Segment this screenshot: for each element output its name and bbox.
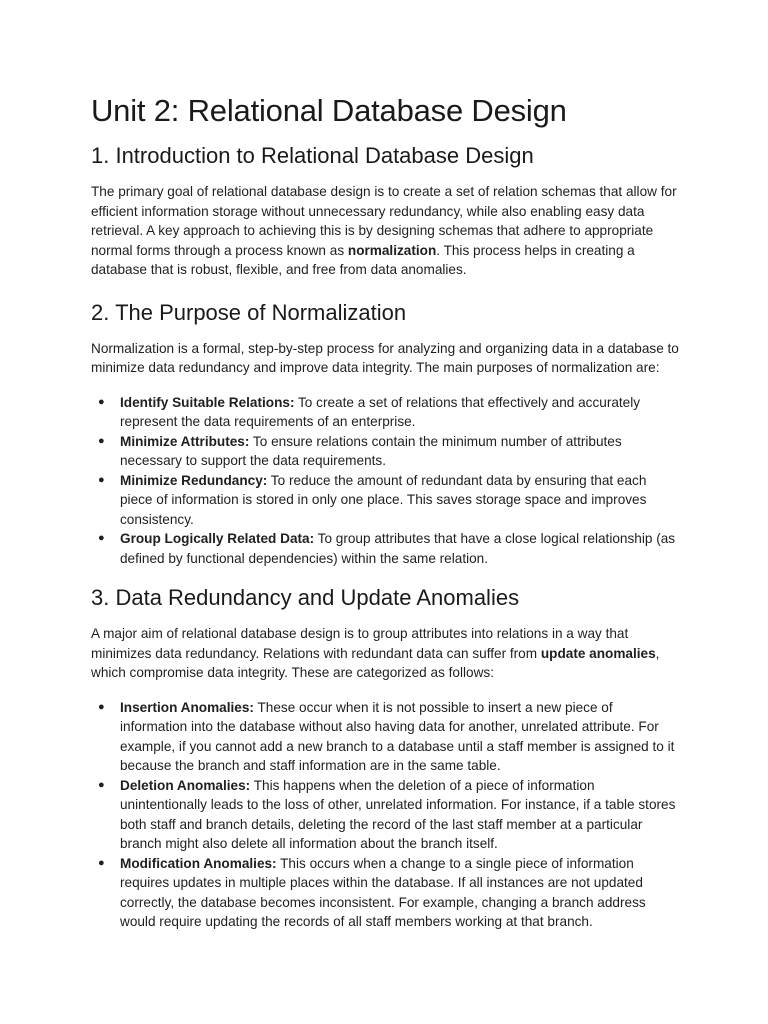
list-item: ● Minimize Redundancy: To reduce the amount of redundant data by ensuring that each piece of information is stored in only one place. This saves storage space and improves consistency. (98, 472, 647, 527)
list-item: ● Insertion Anomalies: These occur when it is not possible to insert a new piece of information into the database without also having data for another, unrelated attribute. For example, if you cannot add a new branch to a database until a staff member is assigned to it because the branch and staff information are in the same table. (98, 699, 675, 773)
update-anomalies-term: update anomalies (540, 645, 656, 661)
bullet-icon: ● (98, 473, 105, 486)
list-item: ● Identify Suitable Relations: To create a set of relations that effectively and accurately represent the data requirements of an enterprise. (98, 394, 641, 429)
section-1-paragraph: The primary goal of relational database design is to create a set of relation schemas that allow for efficient information storage without unnecessary redundancy, while also enabling easy data retrieval. A key approach to achieving this is by designing schemas that adhere to appropriate normal forms through a process known as normalization. This process helps in creating a database that is robust, flexible, and free from data anomalies. (91, 184, 677, 277)
list-item: ● Minimize Attributes: To ensure relations contain the minimum number of attributes necessary to support the data requirements. (98, 433, 622, 468)
bullet-icon: ● (98, 700, 105, 713)
bullet-icon: ● (98, 395, 105, 408)
bullet-icon: ● (98, 532, 105, 544)
bullet-icon: ● (98, 856, 105, 869)
section-2-heading: 2. The Purpose of Normalization (91, 299, 407, 325)
section-3-intro: A major aim of relational database design is to group attributes into relations in a way that minimizes data redundancy. Relations with redundant data can suffer from update anomalies, which compromise data integrity. These are categorized as follows: (91, 626, 660, 680)
section-1-heading: 1. Introduction to Relational Database Design (91, 143, 534, 168)
update-anomalies-list (91, 698, 681, 932)
normalization-purposes-list (91, 393, 681, 569)
list-item: ● Deletion Anomalies: This happens when the deletion of a piece of information unintentionally leads to the loss of other, unrelated information. For instance, if a table stores both staff and branch details, deleting the record of the last staff member at a particular branch might also delete all information about the branch itself. (98, 777, 676, 851)
bullet-icon: ● (98, 434, 105, 447)
normalization-term: normalization (347, 242, 437, 258)
document-page (91, 92, 681, 948)
section-3-heading: 3. Data Redundancy and Update Anomalies (91, 585, 520, 610)
list-item: ● Modification Anomalies: This occurs when a change to a single piece of information requires updates in multiple places within the database. If all instances are not updated correctly, the database becomes inconsistent. For example, changing a branch address would require updating the records of all staff members working at that branch. (98, 855, 646, 929)
bullet-icon: ● (98, 778, 105, 791)
section-2-intro: Normalization is a formal, step-by-step process for analyzing and organizing data in a database to minimize data redundancy and improve data integrity. The main purposes of normalization are: (91, 340, 679, 375)
document-title: Unit 2: Relational Database Design (91, 93, 567, 128)
list-item: ● Group Logically Related Data: To group attributes that have a close logical relationship (as defined by functional dependencies) within the same relation. (98, 531, 676, 566)
